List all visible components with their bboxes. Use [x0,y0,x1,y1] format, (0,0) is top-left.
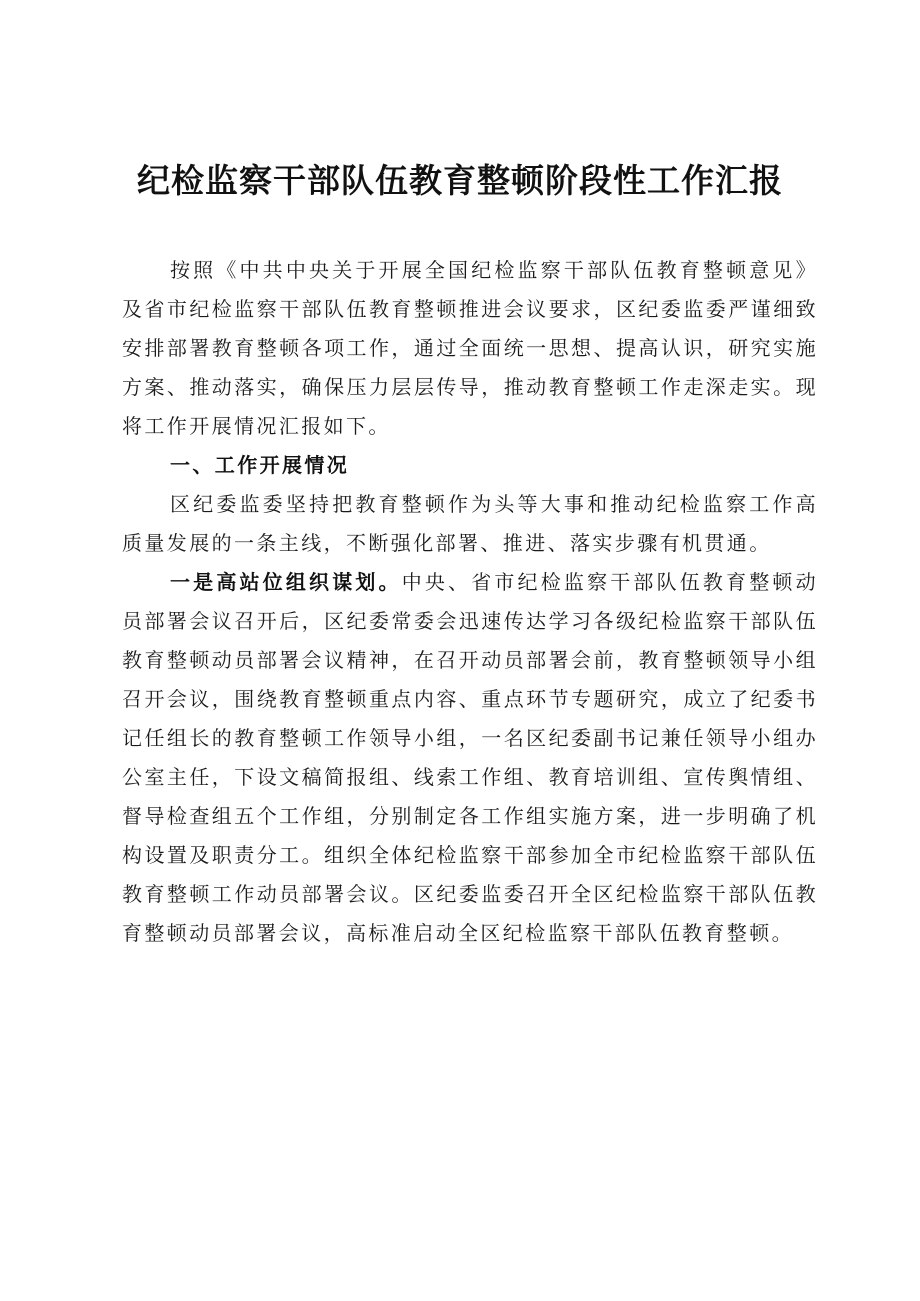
point-1-paragraph [122,563,818,953]
section-1-summary-paragraph: 区纪委监委坚持把教育整顿作为头等大事和推动纪检监察工作高质量发展的一条主线，不断强化部署、推进、落实步骤有机贯通。 [122,492,818,555]
document-title: 纪检监察干部队伍教育整顿阶段性工作汇报 [137,161,783,200]
point-1-lead: 一是高站位组织谋划。 [170,570,402,594]
intro-paragraph: 按照《中共中央关于开展全国纪检监察干部队伍教育整顿意见》及省市纪检监察干部队伍教育整顿推进会议要求，区纪委监委严谨细致安排部署教育整顿各项工作，通过全面统一思想、提高认识，研究实施方案、推动落实，确保压力层层传导，推动教育整顿工作走深走实。现将工作开展情况汇报如下。 [122,258,818,438]
section-heading-1: 一、工作开展情况 [170,453,350,477]
point-1-text: 中央、省市纪检监察干部队伍教育整顿动员部署会议召开后，区纪委常委会迅速传达学习各级纪检监察干部队伍教育整顿动员部署会议精神，在召开动员部署会前，教育整顿领导小组召开会议，围绕教育整顿重点内容、重点环节专题研究，成立了纪委书记任组长的教育整顿工作领导小组，一名区纪委副书记兼任领导小组办公室主任，下设文稿简报组、线索工作组、教育培训组、宣传舆情组、督导检查组五个工作组，分别制定各工作组实施方案，进一步明确了机构设置及职责分工。组织全体纪检监察干部参加全市纪检监察干部队伍教育整顿工作动员部署会议。区纪委监委召开全区纪检监察干部队伍教育整顿动员部署会议，高标准启动全区纪检监察干部队伍教育整顿。 [122,570,818,945]
document-body [122,251,818,953]
